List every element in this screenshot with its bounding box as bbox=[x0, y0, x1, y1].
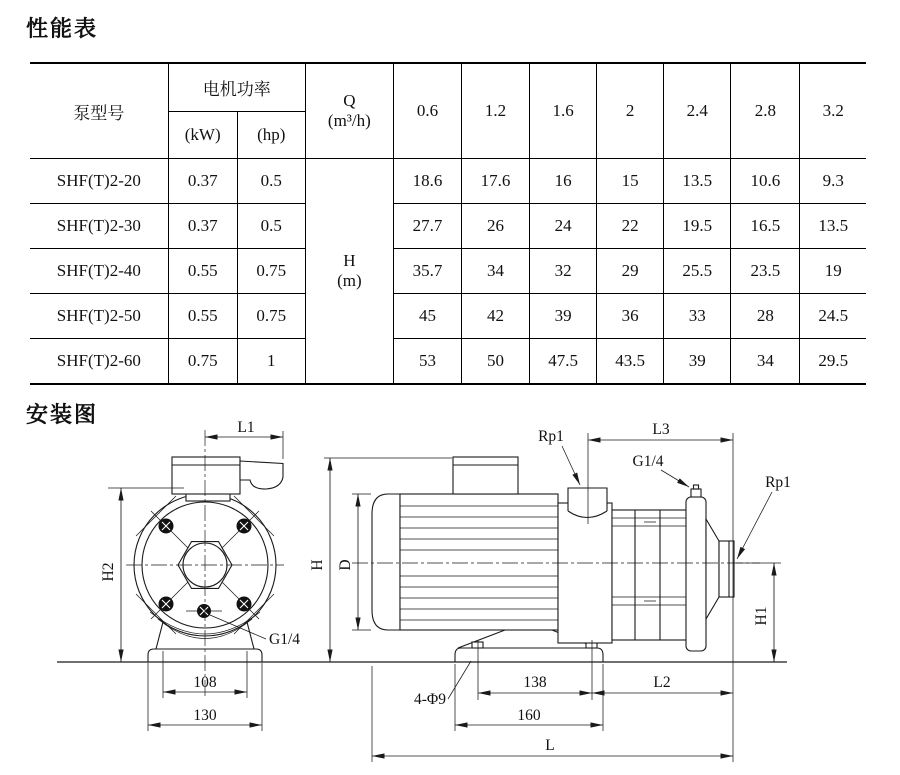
kw-cell: 0.55 bbox=[168, 249, 237, 294]
label-bolt-holes: 4-Φ9 bbox=[414, 691, 446, 708]
model-cell: SHF(T)2-20 bbox=[30, 159, 168, 204]
value-cell: 36 bbox=[597, 294, 664, 339]
dim-138: 138 bbox=[523, 674, 547, 691]
table-row bbox=[30, 204, 866, 249]
value-cell: 29.5 bbox=[800, 339, 866, 385]
value-cell: 29 bbox=[597, 249, 664, 294]
q-value-header: 3.2 bbox=[800, 63, 866, 159]
hp-cell: 0.75 bbox=[237, 249, 305, 294]
installation-diagram-title: 安装图 bbox=[26, 403, 99, 428]
h-merged-cell bbox=[305, 159, 393, 385]
h-unit: (m) bbox=[337, 271, 362, 290]
value-cell: 35.7 bbox=[393, 249, 461, 294]
table-row bbox=[30, 294, 866, 339]
value-cell: 25.5 bbox=[664, 249, 731, 294]
header-row-1 bbox=[30, 63, 866, 112]
value-cell: 16.5 bbox=[731, 204, 800, 249]
front-view-drawing bbox=[126, 430, 284, 697]
dim-l3: L3 bbox=[652, 421, 670, 438]
value-cell: 13.5 bbox=[800, 204, 866, 249]
performance-table bbox=[30, 62, 866, 385]
dim-l1: L1 bbox=[237, 419, 255, 436]
label-g14-side: G1/4 bbox=[632, 453, 664, 470]
h-symbol: H bbox=[343, 251, 356, 270]
value-cell: 18.6 bbox=[393, 159, 461, 204]
value-cell: 50 bbox=[461, 339, 529, 385]
value-cell: 47.5 bbox=[530, 339, 597, 385]
q-symbol: Q bbox=[343, 91, 356, 110]
hp-cell: 0.75 bbox=[237, 294, 305, 339]
label-rp1-top: Rp1 bbox=[538, 428, 564, 445]
q-value-header: 2 bbox=[597, 63, 664, 159]
value-cell: 42 bbox=[461, 294, 529, 339]
value-cell: 24.5 bbox=[800, 294, 866, 339]
q-value-header: 2.4 bbox=[664, 63, 731, 159]
label-rp1-right: Rp1 bbox=[765, 474, 791, 491]
value-cell: 39 bbox=[530, 294, 597, 339]
value-cell: 13.5 bbox=[664, 159, 731, 204]
dim-d: D bbox=[337, 559, 354, 571]
hp-cell: 0.5 bbox=[237, 204, 305, 249]
installation-drawing bbox=[0, 395, 900, 775]
model-cell: SHF(T)2-60 bbox=[30, 339, 168, 385]
value-cell: 43.5 bbox=[597, 339, 664, 385]
dim-h2: H2 bbox=[100, 562, 117, 582]
model-cell: SHF(T)2-50 bbox=[30, 294, 168, 339]
table-row bbox=[30, 159, 866, 204]
value-cell: 9.3 bbox=[800, 159, 866, 204]
value-cell: 26 bbox=[461, 204, 529, 249]
col-header-model: 泵型号 bbox=[30, 63, 168, 159]
value-cell: 19 bbox=[800, 249, 866, 294]
table-row bbox=[30, 249, 866, 294]
col-header-motor-power: 电机功率 bbox=[168, 63, 305, 112]
value-cell: 27.7 bbox=[393, 204, 461, 249]
hp-cell: 0.5 bbox=[237, 159, 305, 204]
kw-cell: 0.37 bbox=[168, 159, 237, 204]
col-header-q bbox=[305, 63, 393, 159]
value-cell: 33 bbox=[664, 294, 731, 339]
value-cell: 15 bbox=[597, 159, 664, 204]
kw-cell: 0.37 bbox=[168, 204, 237, 249]
value-cell: 23.5 bbox=[731, 249, 800, 294]
dim-l: L bbox=[545, 737, 555, 754]
value-cell: 53 bbox=[393, 339, 461, 385]
dim-h1: H1 bbox=[753, 606, 770, 626]
q-value-header: 1.2 bbox=[461, 63, 529, 159]
value-cell: 24 bbox=[530, 204, 597, 249]
dim-130: 130 bbox=[193, 707, 217, 724]
model-cell: SHF(T)2-40 bbox=[30, 249, 168, 294]
value-cell: 32 bbox=[530, 249, 597, 294]
value-cell: 34 bbox=[731, 339, 800, 385]
dim-h: H bbox=[309, 559, 326, 571]
kw-cell: 0.75 bbox=[168, 339, 237, 385]
col-header-hp: (hp) bbox=[237, 112, 305, 159]
col-header-kw: (kW) bbox=[168, 112, 237, 159]
value-cell: 45 bbox=[393, 294, 461, 339]
q-value-header: 2.8 bbox=[731, 63, 800, 159]
model-cell: SHF(T)2-30 bbox=[30, 204, 168, 249]
value-cell: 28 bbox=[731, 294, 800, 339]
side-view-drawing bbox=[352, 457, 760, 662]
value-cell: 16 bbox=[530, 159, 597, 204]
value-cell: 22 bbox=[597, 204, 664, 249]
q-unit: (m³/h) bbox=[327, 111, 371, 130]
dim-108: 108 bbox=[193, 674, 217, 691]
performance-table-title: 性能表 bbox=[26, 17, 99, 42]
value-cell: 19.5 bbox=[664, 204, 731, 249]
dim-160: 160 bbox=[517, 707, 541, 724]
table-row bbox=[30, 339, 866, 385]
q-value-header: 1.6 bbox=[530, 63, 597, 159]
label-g14-front: G1/4 bbox=[269, 631, 300, 648]
value-cell: 10.6 bbox=[731, 159, 800, 204]
value-cell: 17.6 bbox=[461, 159, 529, 204]
kw-cell: 0.55 bbox=[168, 294, 237, 339]
q-value-header: 0.6 bbox=[393, 63, 461, 159]
dim-l2: L2 bbox=[653, 674, 671, 691]
value-cell: 34 bbox=[461, 249, 529, 294]
value-cell: 39 bbox=[664, 339, 731, 385]
hp-cell: 1 bbox=[237, 339, 305, 385]
